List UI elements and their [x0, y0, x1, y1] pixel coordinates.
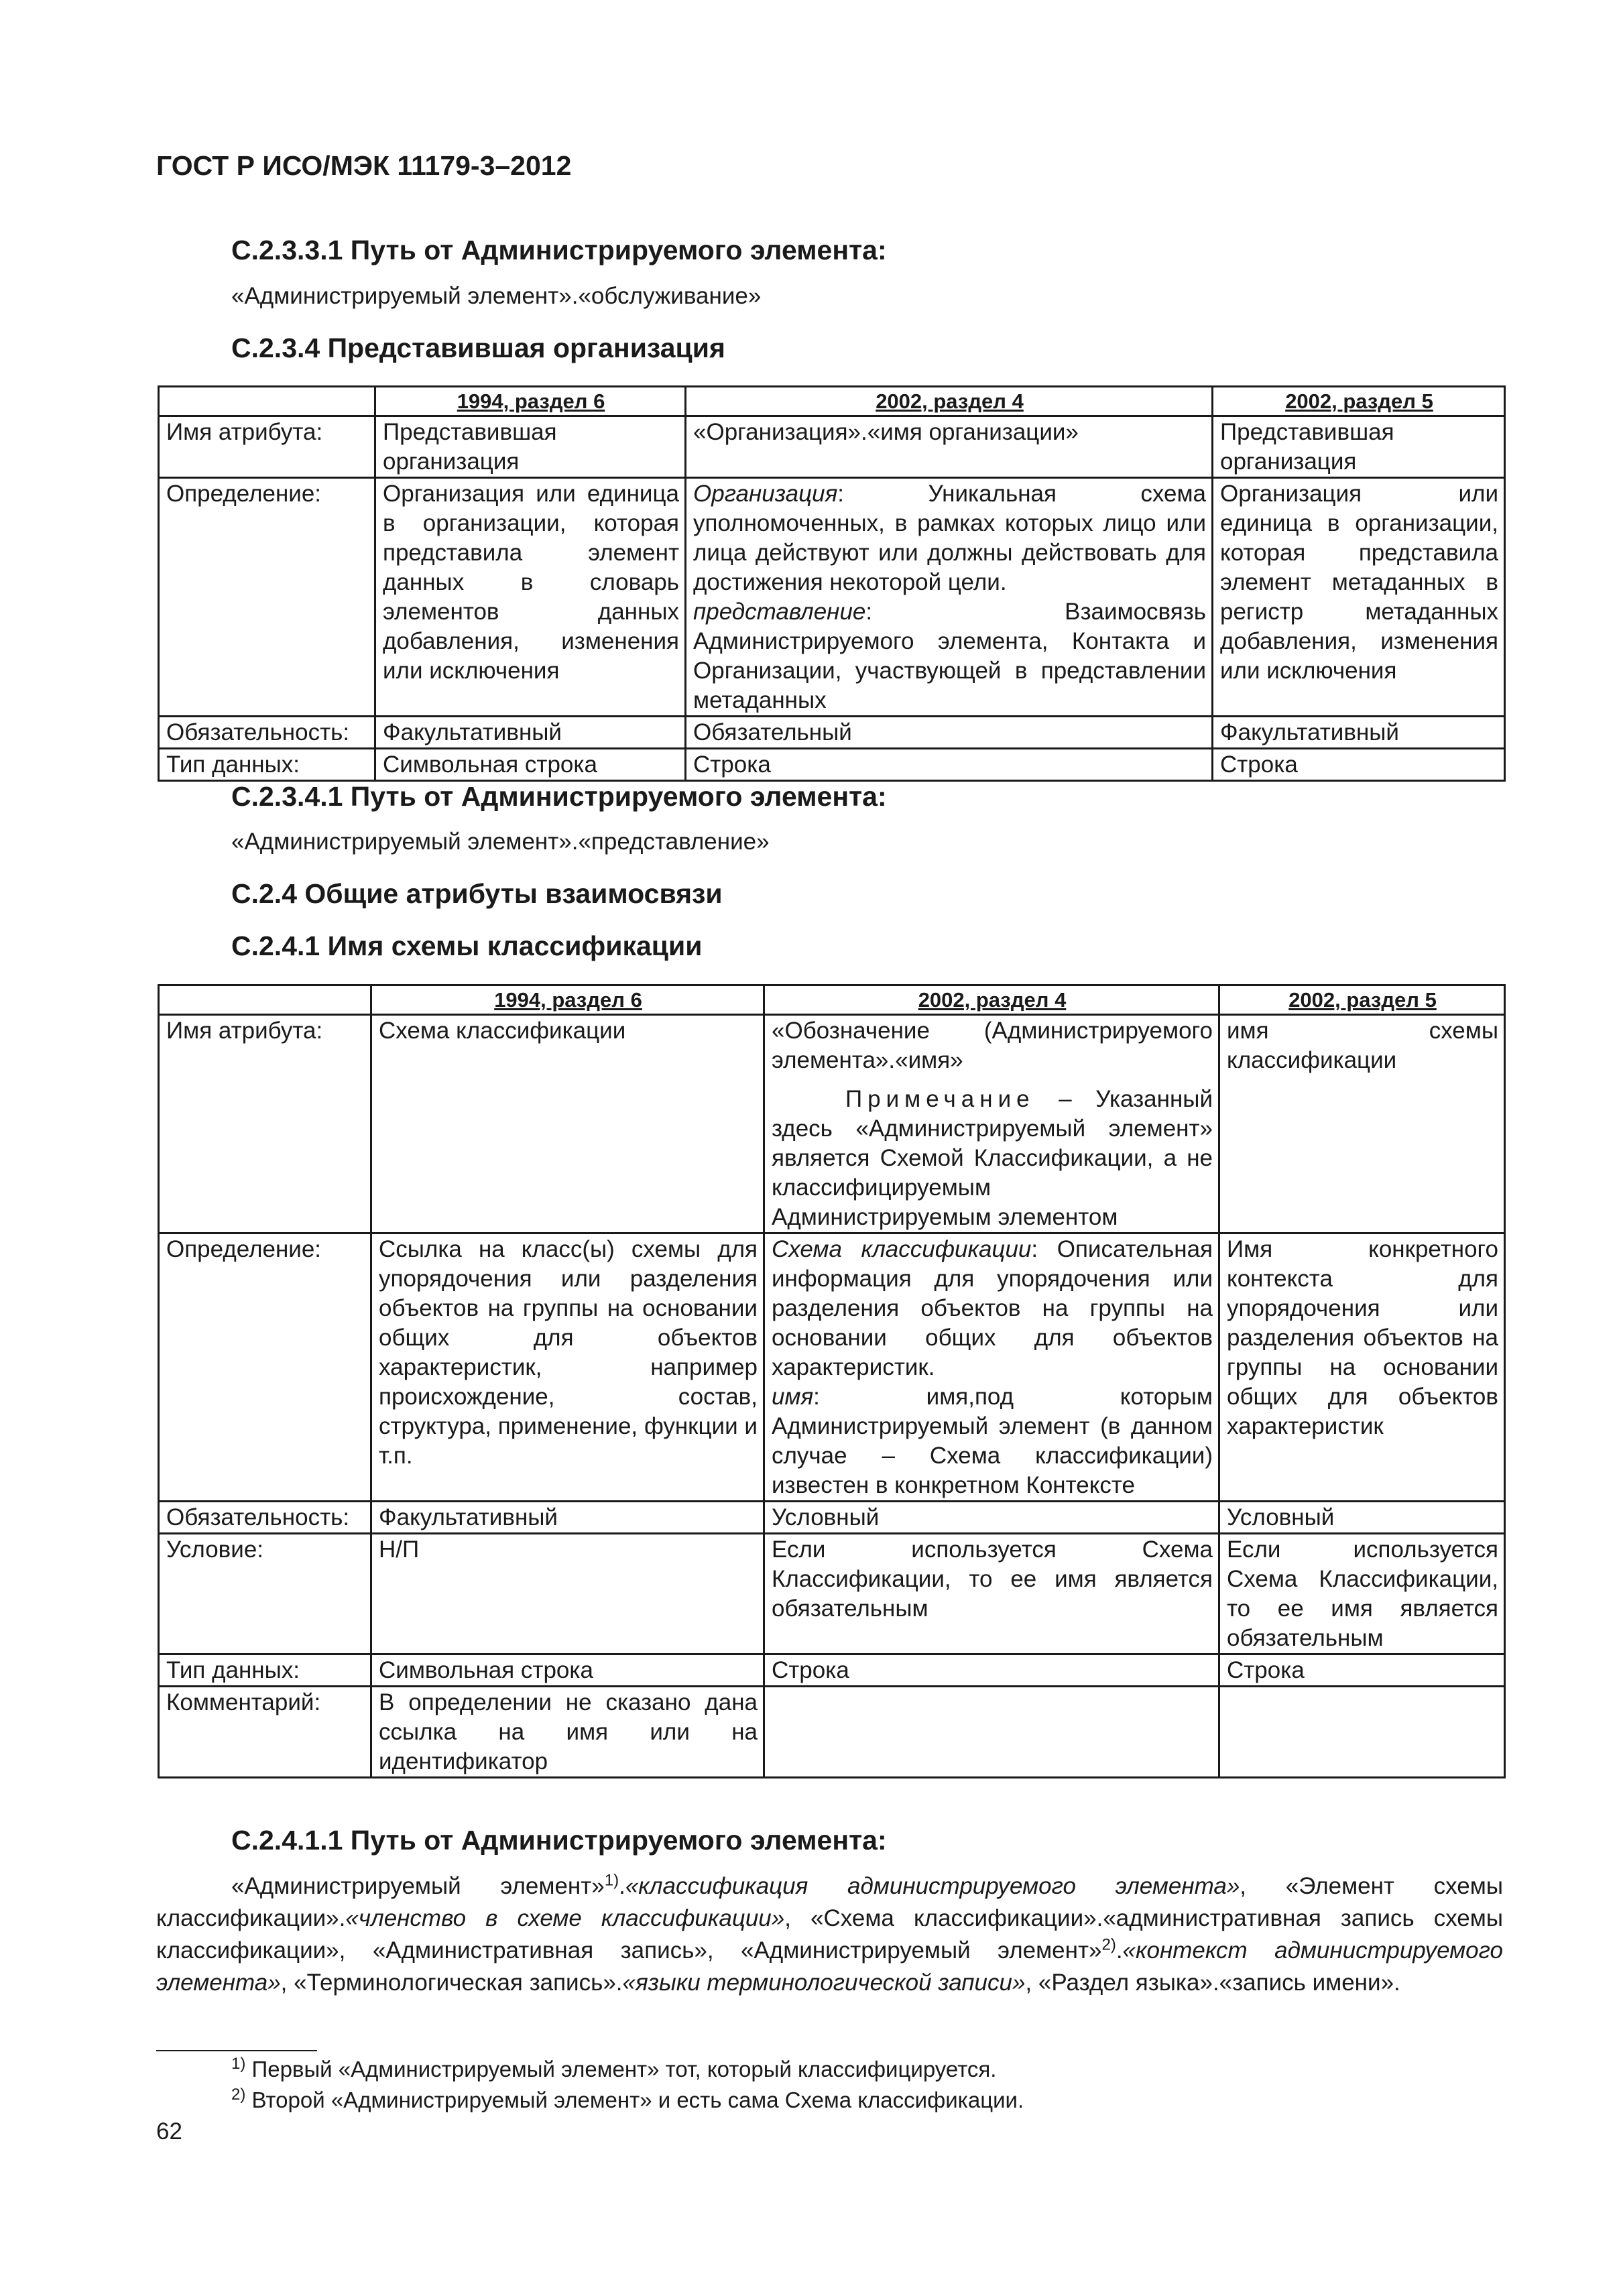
- section-title-c2331: С.2.3.3.1 Путь от Администрируемого элемента:: [231, 235, 887, 265]
- table-cell: имя схемы классификации: [1219, 1015, 1505, 1233]
- term-definition: : имя,под которым Администрируемый элемент (в данном случае – Схема классификации) известен в конкретном Контексте: [772, 1384, 1213, 1498]
- header-empty-cell: [159, 387, 375, 416]
- footnote: [231, 2057, 996, 2082]
- table-row: [159, 1654, 1505, 1687]
- column-header: 2002, раздел 4: [686, 387, 1213, 416]
- table-header-row: [159, 985, 1505, 1015]
- section-title-c2411: С.2.4.1.1 Путь от Администрируемого элемента:: [231, 1825, 887, 1856]
- path-segment: .: [1116, 1937, 1123, 1963]
- path-segment: «членство в схеме классификации»: [345, 1905, 785, 1931]
- table-cell: Представившая организация: [375, 416, 686, 478]
- table-cell: Схема классификации: [371, 1015, 764, 1233]
- path-segment: , «Раздел языка».«запись имени».: [1025, 1970, 1400, 1996]
- term: представление: [693, 599, 866, 625]
- footnote: [231, 2088, 1024, 2113]
- path-segment: «Администрируемый элемент»: [231, 1873, 605, 1899]
- row-label: Условие:: [159, 1534, 371, 1654]
- row-label: Тип данных:: [159, 1654, 371, 1687]
- cell-text: «Обозначение (Администрируемого элемента».«имя»: [772, 1018, 1213, 1073]
- footnote-mark: 1): [231, 2055, 246, 2073]
- term-definition: : Взаимосвязь Администрируемого элемента, Контакта и Организации, участвующей в представлении метаданных: [693, 599, 1206, 713]
- table-row: [159, 717, 1505, 749]
- table-cell: Строка: [1213, 749, 1505, 781]
- column-header: 2002, раздел 5: [1213, 387, 1505, 416]
- table-cell: [1219, 1687, 1505, 1778]
- table-cell: Факультативный: [1213, 717, 1505, 749]
- table-cell: Организация или единица в организации, которая представила элемент метаданных в регистр метаданных добавления, изменения или исключения: [1213, 478, 1505, 717]
- path-segment: , «Элемент схемы классификации».: [156, 1873, 1503, 1931]
- row-label: Тип данных:: [159, 749, 375, 781]
- column-header: 2002, раздел 4: [764, 985, 1219, 1015]
- section-title-c24: С.2.4 Общие атрибуты взаимосвязи: [231, 878, 723, 909]
- footnote-separator: [156, 2050, 317, 2051]
- path-segment: «классификация администрируемого элемента»: [625, 1873, 1240, 1899]
- table-row: [159, 1687, 1505, 1778]
- table-cell: Символьная строка: [375, 749, 686, 781]
- table-row: [159, 1015, 1505, 1233]
- table-cell: [686, 478, 1213, 717]
- row-label: Определение:: [159, 1233, 371, 1502]
- section-title-c241: С.2.4.1 Имя схемы классификации: [231, 930, 703, 961]
- term: имя: [772, 1384, 814, 1410]
- document-header: ГОСТ Р ИСО/МЭК 11179-3–2012: [156, 150, 572, 181]
- term: Схема классификации: [772, 1236, 1032, 1262]
- table-cell: Условный: [764, 1502, 1219, 1534]
- path-segment: , «Схема классификации».«административная запись схемы классификации», «Административная запись», «Администрируемый элемент»: [156, 1905, 1503, 1963]
- table-cell: Факультативный: [375, 717, 686, 749]
- path-segment: «контекст администрируемого элемента»: [156, 1937, 1503, 1996]
- row-label: Обязательность:: [159, 1502, 371, 1534]
- row-label: Комментарий:: [159, 1687, 371, 1778]
- path-segment: , «Терминологическая запись».: [280, 1970, 623, 1996]
- table-cell: Если используется Схема Классификации, то ее имя является обязательным: [1219, 1534, 1505, 1654]
- page-number: 62: [156, 2118, 182, 2144]
- table-cell: Строка: [686, 749, 1213, 781]
- table-cell: Организация или единица в организации, которая представила элемент данных в словарь элементов данных добавления, изменения или исключения: [375, 478, 686, 717]
- table-cell: «Организация».«имя организации»: [686, 416, 1213, 478]
- section-title-c234: С.2.3.4 Представившая организация: [231, 333, 725, 363]
- footnote-ref: 2): [1101, 1935, 1116, 1954]
- table-cell: Обязательный: [686, 717, 1213, 749]
- table-submitting-organization: [158, 385, 1506, 782]
- section-path-c2341: «Администрируемый элемент».«представление»: [231, 829, 770, 855]
- column-header: 1994, раздел 6: [375, 387, 686, 416]
- table-classification-scheme-name: [158, 984, 1506, 1778]
- note-text: – Указанный здесь «Администрируемый элемент» является Схемой Классификации, а не классифицируемым Администрируемым элементом: [772, 1086, 1213, 1230]
- table-cell: В определении не сказано дана ссылка на имя или на идентификатор: [371, 1687, 764, 1778]
- table-row: [159, 1502, 1505, 1534]
- footnote-ref: 1): [604, 1871, 619, 1890]
- footnote-mark: 2): [231, 2086, 246, 2104]
- path-segment: .: [619, 1873, 625, 1899]
- table-cell: Имя конкретного контекста для упорядочения или разделения объектов на группы на основании общих для объектов характеристик: [1219, 1233, 1505, 1502]
- row-label: Обязательность:: [159, 717, 375, 749]
- term-definition: : Описательная информация для упорядочения или разделения объектов на группы на основании общих для объектов характеристик.: [772, 1236, 1213, 1380]
- term: Организация: [693, 481, 838, 507]
- table-cell: Символьная строка: [371, 1654, 764, 1687]
- table-cell: Представившая организация: [1213, 416, 1505, 478]
- table-cell: Н/П: [371, 1534, 764, 1654]
- table-row: [159, 478, 1505, 717]
- table-header-row: [159, 387, 1505, 416]
- column-header: 2002, раздел 5: [1219, 985, 1505, 1015]
- table-cell: Строка: [1219, 1654, 1505, 1687]
- table-row: [159, 1534, 1505, 1654]
- table-cell: Если используется Схема Классификации, то ее имя является обязательным: [764, 1534, 1219, 1654]
- table-cell: Условный: [1219, 1502, 1505, 1534]
- footnote-text: Второй «Администрируемый элемент» и есть сама Схема классификации.: [245, 2088, 1024, 2112]
- table-cell: Ссылка на класс(ы) схемы для упорядочения или разделения объектов на группы на основании общих для объектов характеристик, например происхождение, состав, структура, применение, функции и т.п.: [371, 1233, 764, 1502]
- row-label: Определение:: [159, 478, 375, 717]
- table-cell: [764, 1687, 1219, 1778]
- note-label: Примечание: [845, 1086, 1035, 1112]
- table-row: [159, 749, 1505, 781]
- section-path-c2331: «Администрируемый элемент».«обслуживание»: [231, 283, 762, 309]
- path-segment: «языки терминологической записи»: [622, 1970, 1026, 1996]
- note: [772, 1085, 1213, 1232]
- column-header: 1994, раздел 6: [371, 985, 764, 1015]
- table-cell: Факультативный: [371, 1502, 764, 1534]
- header-empty-cell: [159, 985, 371, 1015]
- row-label: Имя атрибута:: [159, 1015, 371, 1233]
- table-cell: Строка: [764, 1654, 1219, 1687]
- section-title-c2341: С.2.3.4.1 Путь от Администрируемого элемента:: [231, 781, 887, 812]
- table-row: [159, 416, 1505, 478]
- table-cell: [764, 1233, 1219, 1502]
- table-cell: [764, 1015, 1219, 1233]
- footnote-text: Первый «Администрируемый элемент» тот, который классифицируется.: [245, 2057, 997, 2081]
- path-paragraph: [156, 1870, 1503, 1999]
- term-definition: : Уникальная схема уполномоченных, в рамках которых лицо или лица действуют или должны действовать для достижения некоторой цели.: [693, 481, 1206, 595]
- table-row: [159, 1233, 1505, 1502]
- row-label: Имя атрибута:: [159, 416, 375, 478]
